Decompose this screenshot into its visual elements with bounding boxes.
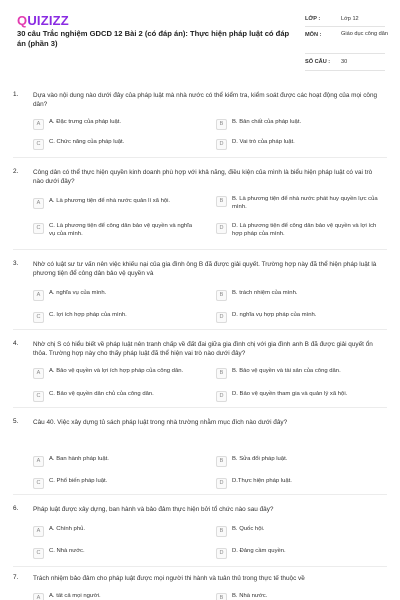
option-d[interactable] <box>216 548 386 562</box>
option-b[interactable] <box>216 593 386 600</box>
option-text: C. Phổ biến pháp luật. <box>49 478 108 484</box>
option-letter-box: A <box>33 290 44 301</box>
option-text: C. Chức năng của pháp luật. <box>49 139 125 145</box>
meta-panel <box>305 12 388 71</box>
option-c[interactable] <box>33 548 203 562</box>
option-letter-box: D <box>216 139 227 150</box>
option-text: B. trách nhiệm của mình. <box>232 290 298 296</box>
option-text: A. Ban hành pháp luật. <box>49 456 109 462</box>
option-text: B. Sửa đổi pháp luật. <box>232 456 288 462</box>
option-c[interactable] <box>33 478 203 492</box>
meta-label: LỚP : <box>305 16 321 22</box>
question-number: 3. <box>13 260 19 267</box>
worksheet-header <box>0 0 400 76</box>
option-b[interactable] <box>216 526 386 540</box>
option-c[interactable] <box>33 223 203 237</box>
meta-value: 30 <box>341 59 348 65</box>
meta-label: MÔN : <box>305 32 322 38</box>
question-text: Nhờ có luật sư tư vấn nên việc khiếu nại của gia đình ông B đã được giải quyết. Trường hợp này đã thể hiện pháp luật là phương tiện để công dân bảo vệ quyền và <box>33 261 377 277</box>
question-text: Dựa vào nội dung nào dưới đây của pháp luật mà nhà nước có thể kiểm tra, kiểm soát được các hoạt động của mọi công dân? <box>33 92 378 108</box>
question-number: 5. <box>13 418 19 425</box>
option-letter-box: A <box>33 119 44 130</box>
logo-text: UIZIZZ <box>27 13 69 28</box>
option-a[interactable] <box>33 526 203 540</box>
option-a[interactable] <box>33 368 203 382</box>
option-letter-box: D <box>216 548 227 559</box>
option-c[interactable] <box>33 312 203 326</box>
option-text: A. Là phương tiện để nhà nước quản lí xã hội. <box>49 198 171 204</box>
meta-row-class <box>305 12 385 27</box>
meta-row-count <box>305 54 385 71</box>
option-letter-box: A <box>33 456 44 467</box>
logo-prefix: Q <box>17 13 28 28</box>
option-text: A. Chính phủ. <box>49 526 86 532</box>
meta-row-subject <box>305 27 388 54</box>
question-text: Câu 40. Việc xây dựng tủ sách pháp luật trong nhà trường nhằm mục đích nào dưới đây? <box>33 419 288 426</box>
option-text: D. Là phương tiện để công dân bảo vệ quyền và lợi ích hợp pháp của mình. <box>232 223 377 237</box>
option-text: D. Vai trò của pháp luật. <box>232 139 295 145</box>
option-letter-box: D <box>216 478 227 489</box>
option-letter-box: D <box>216 391 227 402</box>
option-a[interactable] <box>33 198 203 212</box>
option-text: C. Nhà nước. <box>49 548 85 554</box>
question-text: Trách nhiệm bảo đảm cho pháp luật được mọi người thi hành và tuân thủ trong thực tế thuộc về <box>33 575 305 582</box>
divider <box>13 494 387 495</box>
question-number: 7. <box>13 574 19 581</box>
option-text: D. Đảng cầm quyền. <box>232 548 286 554</box>
option-letter-box: B <box>216 196 227 207</box>
option-text: B. Bảo vệ quyền và tài sản của công dân. <box>232 368 341 374</box>
option-d[interactable] <box>216 312 386 326</box>
option-letter-box: B <box>216 526 227 537</box>
divider <box>13 249 387 250</box>
option-letter-box: D <box>216 312 227 323</box>
option-letter-box: C <box>33 223 44 234</box>
option-a[interactable] <box>33 119 203 133</box>
question-number: 6. <box>13 505 19 512</box>
option-text: B. Quốc hội. <box>232 526 265 532</box>
option-letter-box: C <box>33 312 44 323</box>
option-d[interactable] <box>216 223 386 237</box>
option-c[interactable] <box>33 391 203 405</box>
divider <box>13 566 387 567</box>
option-text: C. lợi ích hợp pháp của mình. <box>49 312 127 318</box>
option-letter-box: B <box>216 593 227 600</box>
option-a[interactable] <box>33 290 203 304</box>
meta-label: SỐ CÂU : <box>305 59 331 65</box>
option-d[interactable] <box>216 478 386 492</box>
option-text: C. Là phương tiện để công dân bảo vệ quyền và nghĩa vụ của mình. <box>49 223 193 237</box>
question-text: Công dân có thể thực hiện quyền kinh doanh phù hợp với khả năng, điều kiện của mình là biểu hiện pháp luật có vai trò nào dưới đây? <box>33 169 373 185</box>
option-b[interactable] <box>216 368 386 382</box>
divider <box>13 329 387 330</box>
option-letter-box: A <box>33 593 44 600</box>
option-text: D. Bảo vệ quyền tham gia và quản lý xã hội. <box>232 391 348 397</box>
option-a[interactable] <box>33 456 203 470</box>
option-text: C. Bảo vệ quyền dân chủ của công dân. <box>49 391 154 397</box>
option-text: B. Là phương tiện để nhà nước phát huy quyền lực của mình. <box>232 196 378 210</box>
option-d[interactable] <box>216 391 386 405</box>
option-a[interactable] <box>33 593 203 600</box>
option-letter-box: A <box>33 526 44 537</box>
worksheet-title: 30 câu Trắc nghiệm GDCD 12 Bài 2 (có đáp án): Thực hiện pháp luật có đáp án (phần 3) <box>17 29 290 48</box>
option-text: B. Nhà nước. <box>232 593 268 599</box>
option-letter-box: D <box>216 223 227 234</box>
option-text: B. Bản chất của pháp luật. <box>232 119 302 125</box>
question-number: 4. <box>13 340 19 347</box>
option-letter-box: C <box>33 478 44 489</box>
option-text: D. nghĩa vụ hợp pháp của mình. <box>232 312 317 318</box>
meta-value: Giáo dục công dân <box>341 31 388 37</box>
option-text: D.Thực hiện pháp luật. <box>232 478 292 484</box>
option-letter-box: B <box>216 456 227 467</box>
option-letter-box: C <box>33 548 44 559</box>
question-text: Pháp luật được xây dựng, ban hành và bảo đảm thực hiện bởi tổ chức nào sau đây? <box>33 506 274 513</box>
option-b[interactable] <box>216 290 386 304</box>
option-letter-box: C <box>33 139 44 150</box>
option-text: A. Bảo vệ quyền và lợi ích hợp pháp của công dân. <box>49 368 184 374</box>
option-letter-box: A <box>33 368 44 379</box>
option-text: A. Đặc trưng của pháp luật. <box>49 119 122 125</box>
option-letter-box: B <box>216 368 227 379</box>
option-b[interactable] <box>216 119 386 133</box>
option-letter-box: C <box>33 391 44 402</box>
divider <box>13 157 387 158</box>
question-text: Nhờ chị S có hiểu biết về pháp luật nên tranh chấp về đất đai giữa gia đình chị với gia đình anh B đã được giải quyết ổn thỏa. Trường hợp này cho thấy pháp luật đã thể hiện vai trò nào dưới đây? <box>33 341 373 357</box>
option-letter-box: B <box>216 119 227 130</box>
option-letter-box: A <box>33 198 44 209</box>
option-text: A. tất cả mọi người. <box>49 593 101 599</box>
option-c[interactable] <box>33 139 203 153</box>
question-number: 2. <box>13 168 19 175</box>
quizizz-logo <box>17 13 69 28</box>
divider <box>13 407 387 408</box>
option-b[interactable] <box>216 456 386 470</box>
option-b[interactable] <box>216 196 386 210</box>
meta-value: Lớp 12 <box>341 16 359 22</box>
option-d[interactable] <box>216 139 386 153</box>
option-letter-box: B <box>216 290 227 301</box>
option-text: A. nghĩa vụ của mình. <box>49 290 107 296</box>
question-number: 1. <box>13 91 19 98</box>
